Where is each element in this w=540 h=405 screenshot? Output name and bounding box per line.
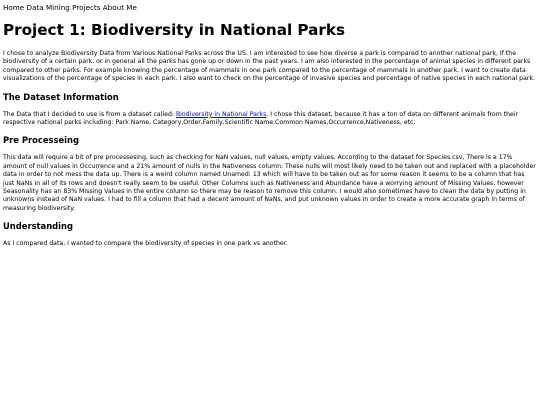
understanding-paragraph: As I compared data, I wanted to compare the biodiversity of species in one park vs another. (3, 240, 288, 248)
nav-link-home[interactable]: Home (3, 3, 25, 12)
understanding-heading: Understanding (3, 221, 73, 232)
preprocessing-paragraph: This data will require a bit of pre processesing, such as checking for NaN values, null values, empty values. According to the dataset for Species.csv, There is a 17% amount of null values in Occurrence and a 21% amount of nulls in the Nativeness column. These nulls will most likely need to be taken out and replaced with a placeholder data in order to not mess the data up. There is a weird column named Unamed: 13 which will have to be taken out as for some reason it seems to be a column that has just NaNs in all of its rows and doesn't really seem to be useful. Other Columns such as Nativeness and Abundance have a worrying amount of Missing Values, however Seasonality has an 83% Missing Values in the entire column so there may be reason to remove this column. I would also sometimes have to clean the data by putting in unknowns instead of NaN values. I had to fill a column that had a decent amount of NaNs, and put unknown values in order to create a more accurate graph in terms of measuring biodiversity. (3, 154, 536, 212)
preprocessing-heading: Pre Processeing (3, 135, 80, 146)
nav-link-data-mining-projects[interactable]: Data Mining Projects (26, 3, 101, 12)
page-title: Project 1: Biodiversity in National Parks (3, 21, 346, 39)
intro-paragraph: I chose to analyze Biodiversity Data from Various National Parks across the US. I am interested to see how diverse a park is compared to another national park, If the biodiversity of a certain park, or in general all the parks has gone up or down in the past years. I am also interested in the percentage of animal species in different parks compared to other parks. For example knowing the percentage of mammals in one park compared to the percentage of mammals in another park. I want to create data visualizations of the percentage of species in each park. I also want to check on the percentage of invasive species and percentage of native species in each national park. (3, 50, 535, 83)
nav-link-about-me[interactable]: About Me (102, 3, 137, 12)
dataset-paragraph (3, 111, 537, 128)
dataset-link[interactable]: Biodiversity in National Parks (175, 110, 267, 118)
dataset-text-after-link: . I chose this dataset, because it has a ton of data on different animals from their respective national parks including: Park Name, Category,Order,Family,Scientific Name,Common Names,Occurrence,Nativeness, etc. (3, 110, 519, 127)
top-nav (3, 3, 537, 12)
dataset-heading: The Dataset Information (3, 91, 119, 102)
dataset-text-before-link: The Data that I decided to use is from a dataset called: (3, 110, 176, 118)
